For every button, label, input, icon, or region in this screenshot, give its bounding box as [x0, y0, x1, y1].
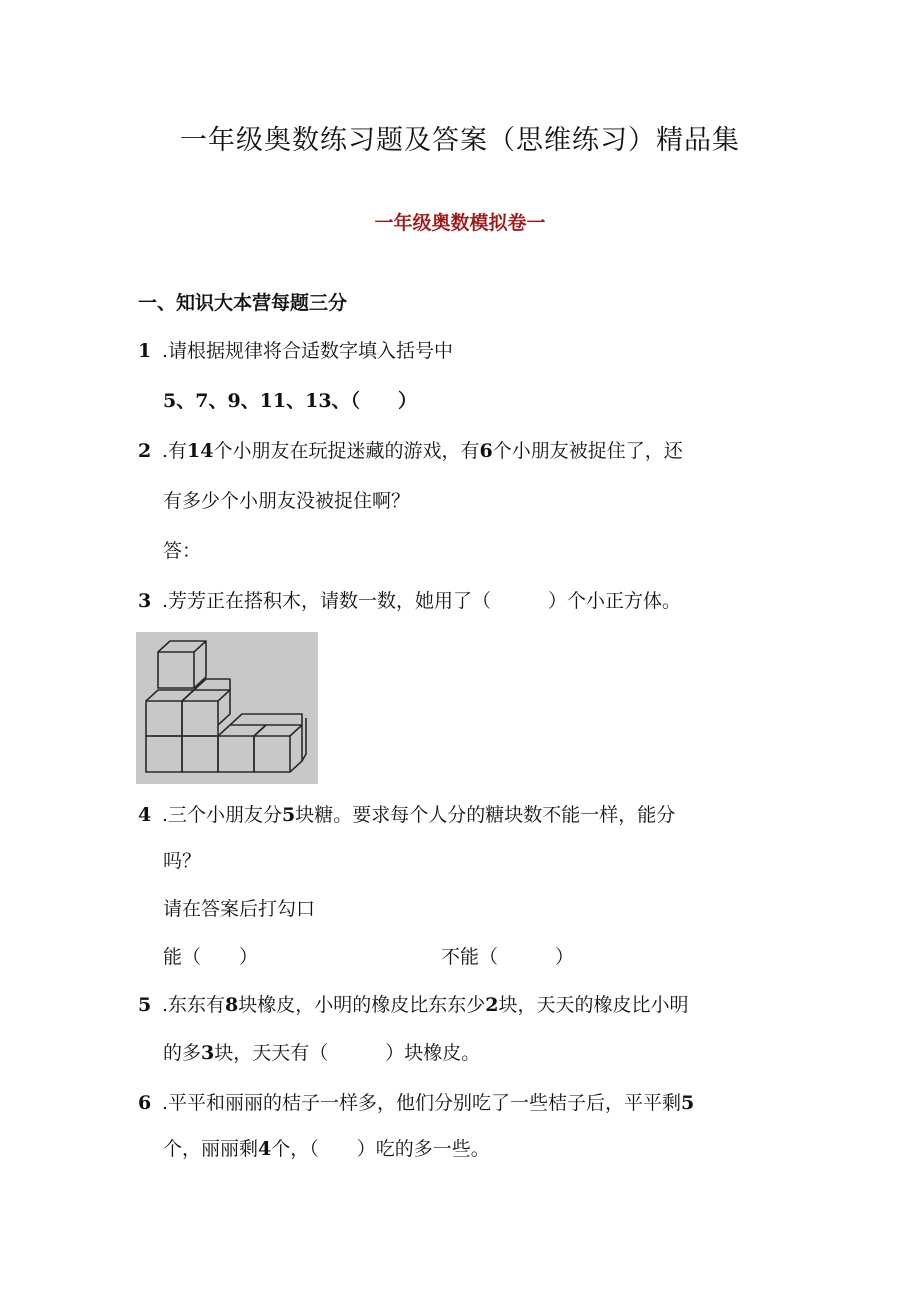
question-text: 个，（ ）吃的多一些。 [271, 1138, 490, 1160]
number: 5 [282, 804, 296, 826]
question-text: 块糖。要求每个人分的糖块数不能一样，能分 [295, 804, 676, 826]
stacked-cubes-figure [136, 632, 318, 784]
question-number: 2 [138, 440, 152, 462]
answer-label: 答： [163, 540, 202, 562]
option-no: 不能（ ） [441, 946, 575, 968]
question-number: 1 [138, 340, 152, 362]
question-number: 4 [138, 804, 152, 826]
number: 3 [201, 1042, 215, 1064]
option-yes: 能（ ） [163, 946, 259, 968]
document-title: 一年级奥数练习题及答案（思维练习）精品集 [180, 125, 740, 156]
cube-drawing [136, 632, 318, 784]
number: 5 [681, 1092, 695, 1114]
question-text: 个小朋友被捉住了，还 [492, 440, 683, 462]
question-text: 块，天天的橡皮比小明 [498, 994, 689, 1016]
question-number: 3 [138, 590, 152, 612]
question-text: 块橡皮，小明的橡皮比东东少 [238, 994, 486, 1016]
question-3 [138, 588, 681, 614]
question-6-line-2 [163, 1136, 490, 1162]
question-number: 6 [138, 1092, 152, 1114]
question-4 [138, 802, 675, 828]
question-text: .东东有 [162, 994, 226, 1016]
question-1 [138, 338, 453, 364]
number: 14 [187, 440, 214, 462]
question-number: 5 [138, 994, 152, 1016]
question-text: .有 [162, 440, 188, 462]
question-text: .三个小朋友分 [162, 804, 283, 826]
number: 2 [485, 994, 499, 1016]
question-text: .芳芳正在搭积木，请数一数，她用了（ ）个小正方体。 [162, 590, 682, 612]
number-sequence: 5、7、9、11、13、（ ） [163, 390, 418, 412]
question-6 [138, 1090, 694, 1116]
question-2 [138, 438, 683, 464]
number: 8 [225, 994, 239, 1016]
instruction-text: 请在答案后打勾口 [163, 898, 316, 920]
question-text: .请根据规律将合适数字填入括号中 [162, 340, 454, 362]
document-subtitle: 一年级奥数模拟卷一 [374, 212, 546, 234]
number: 6 [479, 440, 493, 462]
question-text: 个，丽丽剩 [163, 1138, 259, 1160]
question-text: .平平和丽丽的桔子一样多，他们分别吃了一些桔子后，平平剩 [162, 1092, 682, 1114]
question-text: 块，天天有（ ）块橡皮。 [214, 1042, 481, 1064]
question-text: 有多少个小朋友没被捉住啊？ [163, 490, 411, 512]
question-5-line-2 [163, 1040, 480, 1066]
question-text: 个小朋友在玩捉迷藏的游戏，有 [213, 440, 480, 462]
section-heading: 一、知识大本营每题三分 [138, 292, 348, 314]
question-text: 吗？ [163, 850, 202, 872]
number: 4 [258, 1138, 272, 1160]
question-5 [138, 992, 689, 1018]
question-text: 的多 [163, 1042, 202, 1064]
